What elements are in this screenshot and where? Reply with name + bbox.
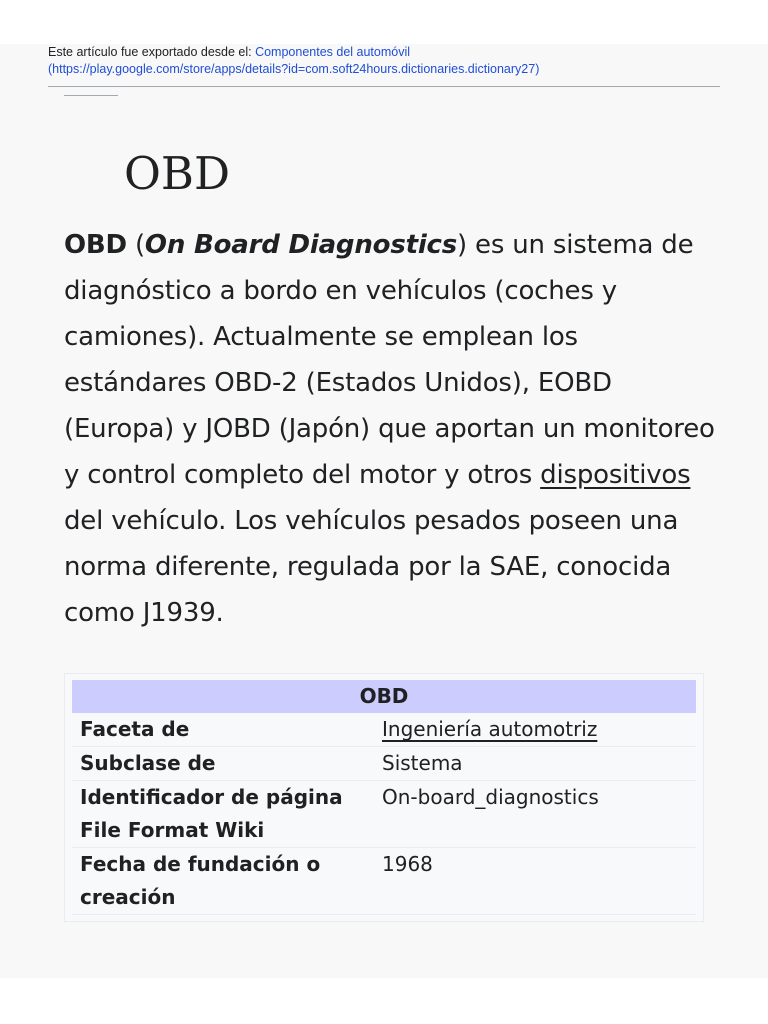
lead-term: OBD (64, 230, 127, 260)
infobox-value: Sistema (382, 751, 463, 775)
export-source-link[interactable]: Componentes del automóvil (255, 45, 411, 59)
short-divider (64, 95, 118, 96)
infobox-label: Identificador de página File Format Wiki (80, 785, 343, 842)
lead-text-2: del vehículo. Los vehículos pesados poseen una norma diferente, regulada por la SAE, conocida como J1939. (64, 506, 679, 628)
infobox-value: On-board_diagnostics (382, 785, 599, 809)
infobox-row (72, 713, 696, 747)
infobox (64, 673, 704, 922)
lead-text-1: ) es un sistema de diagnóstico a bordo en vehículos (coches y camiones). Actualmente se emplean los estándares OBD-2 (Estados Unidos), EOBD (Europa) y JOBD (Japón) que aportan un monitoreo y control completo del motor y otros (64, 230, 715, 490)
export-source-url-link[interactable]: (https://play.google.com/store/apps/details?id=com.soft24hours.dictionaries.dictionary27) (48, 62, 540, 76)
infobox-value-link[interactable]: Ingeniería automotriz (382, 717, 598, 741)
infobox-title: OBD (72, 680, 696, 713)
infobox-label: Subclase de (80, 751, 216, 775)
infobox-row (72, 848, 696, 915)
page-title: OBD (124, 147, 231, 200)
infobox-row (72, 781, 696, 848)
infobox-label: Faceta de (80, 717, 190, 741)
dispositivos-link[interactable]: dispositivos (540, 460, 691, 490)
article-page (0, 44, 768, 978)
infobox-row (72, 747, 696, 781)
infobox-label: Fecha de fundación o creación (80, 852, 321, 909)
header-divider (48, 86, 720, 87)
export-note-prefix: Este artículo fue exportado desde el: (48, 45, 256, 59)
infobox-value: 1968 (382, 852, 433, 876)
lead-open-paren: ( (126, 230, 145, 260)
lead-term-expansion: On Board Diagnostics (144, 230, 458, 260)
lead-paragraph (64, 222, 724, 636)
export-note (48, 44, 728, 78)
